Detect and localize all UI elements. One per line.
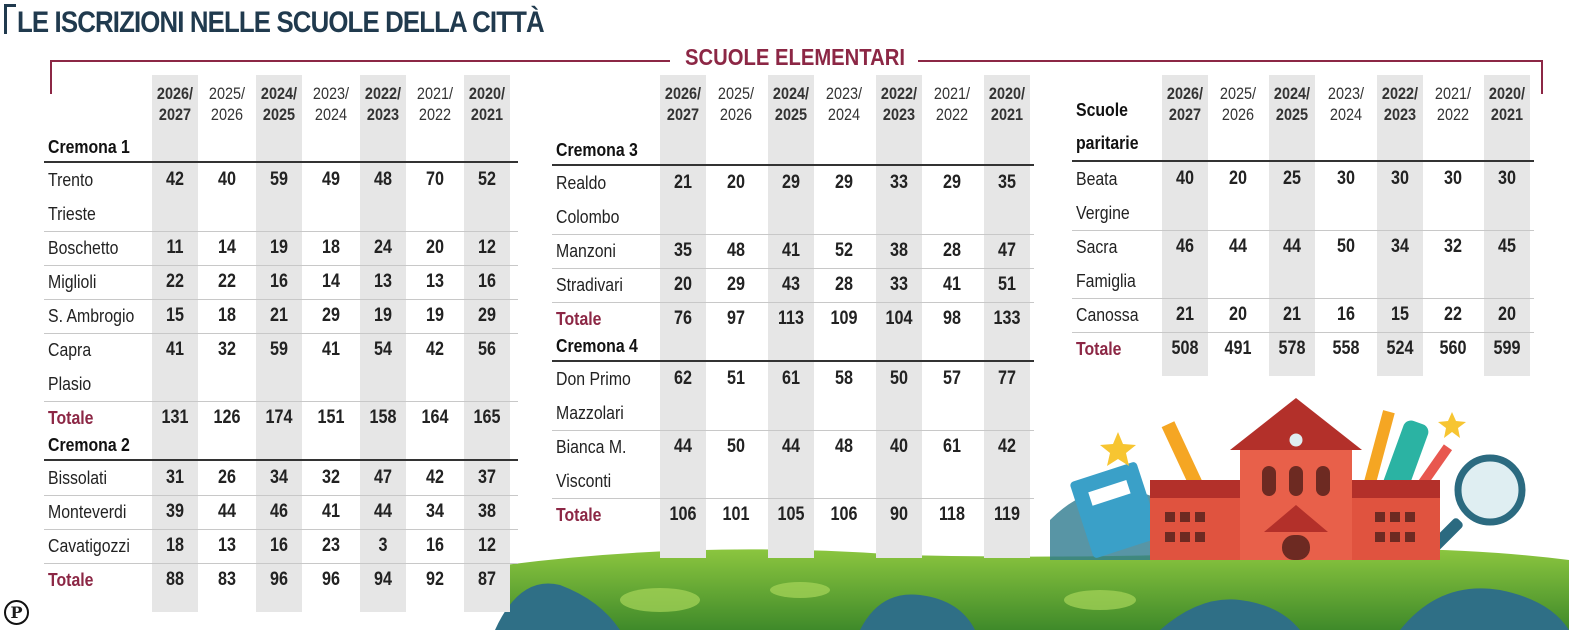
group-label: Cremona 1 (48, 137, 130, 157)
year-header (1215, 83, 1261, 125)
enrollment-value: 15 (1391, 304, 1409, 325)
year-header-line: 2023/ (1327, 84, 1365, 103)
school-name: Manzoni (556, 241, 616, 261)
school-name: Colombo (556, 207, 620, 227)
total-value: 133 (993, 308, 1021, 329)
enrollment-value: 41 (322, 501, 340, 522)
enrollment-value: 31 (166, 467, 184, 488)
enrollment-value: 32 (1444, 236, 1462, 257)
group-divider (44, 161, 518, 163)
group-divider (552, 164, 1034, 166)
group-divider (1072, 160, 1534, 162)
enrollment-value: 20 (1229, 304, 1247, 325)
year-header (660, 83, 706, 125)
group-label: Cremona 4 (556, 336, 638, 356)
year-header (821, 83, 867, 125)
enrollment-value: 42 (426, 339, 444, 360)
row-divider (552, 268, 1034, 269)
year-header-line: 2022 (418, 105, 452, 124)
total-value: 101 (722, 504, 750, 525)
enrollment-value: 20 (1229, 168, 1247, 189)
year-header (464, 83, 510, 125)
year-header (768, 83, 814, 125)
enrollment-value: 25 (1283, 168, 1301, 189)
total-value: 92 (426, 569, 444, 590)
year-header (1484, 83, 1530, 125)
year-header-line: 2024/ (1273, 84, 1311, 103)
enrollment-value: 49 (322, 169, 340, 190)
enrollment-value: 32 (218, 339, 236, 360)
enrollment-value: 30 (1444, 168, 1462, 189)
enrollment-value: 29 (943, 172, 961, 193)
year-header-line: 2025/ (1219, 84, 1257, 103)
year-header (308, 83, 354, 125)
enrollment-value: 35 (674, 240, 692, 261)
enrollment-value: 50 (1337, 236, 1355, 257)
publisher-logo: P (4, 600, 29, 625)
enrollment-value: 32 (322, 467, 340, 488)
enrollment-value: 13 (426, 271, 444, 292)
row-divider (44, 333, 518, 334)
enrollment-value: 19 (270, 237, 288, 258)
main-title: LE ISCRIZIONI NELLE SCUOLE DELLA CITTÀ (17, 6, 544, 39)
school-name: Bissolati (48, 468, 107, 488)
enrollment-value: 77 (998, 368, 1016, 389)
enrollment-value: 16 (1337, 304, 1355, 325)
year-header-line: 2021/ (933, 84, 971, 103)
enrollment-value: 33 (890, 274, 908, 295)
total-value: 106 (669, 504, 697, 525)
enrollment-value: 38 (478, 501, 496, 522)
enrollment-value: 14 (218, 237, 236, 258)
enrollment-value: 45 (1498, 236, 1516, 257)
year-header (984, 83, 1030, 125)
title-corner-mark (4, 4, 16, 34)
year-header-line: 2021 (1490, 105, 1524, 124)
year-header-line: 2024/ (772, 84, 810, 103)
school-name: Visconti (556, 471, 612, 491)
section-bracket-tick-left (50, 60, 52, 94)
school-name: Realdo (556, 173, 607, 193)
total-value: 174 (265, 407, 293, 428)
enrollment-value: 34 (1391, 236, 1409, 257)
enrollment-value: 18 (218, 305, 236, 326)
year-header (1269, 83, 1315, 125)
enrollment-value: 42 (998, 436, 1016, 457)
total-value: 165 (473, 407, 501, 428)
enrollment-value: 42 (426, 467, 444, 488)
total-label: Totale (556, 309, 602, 329)
year-header-line: 2026 (210, 105, 244, 124)
enrollment-value: 38 (890, 240, 908, 261)
group-label: Cremona 2 (48, 435, 130, 455)
year-header-line: 2025/ (717, 84, 755, 103)
total-value: 491 (1224, 338, 1252, 359)
year-header-line: 2025 (774, 105, 808, 124)
year-header-line: 2023 (1383, 105, 1417, 124)
enrollment-value: 12 (478, 237, 496, 258)
total-value: 126 (213, 407, 241, 428)
enrollment-value: 58 (835, 368, 853, 389)
enrollment-value: 24 (374, 237, 392, 258)
year-header-line: 2022/ (364, 84, 402, 103)
school-name: S. Ambrogio (48, 306, 135, 326)
row-divider (44, 265, 518, 266)
school-name: Monteverdi (48, 502, 127, 522)
school-name: Famiglia (1076, 271, 1136, 291)
enrollment-value: 19 (374, 305, 392, 326)
row-divider (1072, 332, 1534, 333)
year-header-line: 2023 (366, 105, 400, 124)
year-header (876, 83, 922, 125)
year-header-line: 2026/ (664, 84, 702, 103)
enrollment-value: 51 (727, 368, 745, 389)
total-value: 106 (830, 504, 858, 525)
row-divider (1072, 298, 1534, 299)
enrollment-value: 34 (426, 501, 444, 522)
year-header (1323, 83, 1369, 125)
enrollment-value: 33 (890, 172, 908, 193)
enrollment-value: 70 (426, 169, 444, 190)
row-divider (1072, 230, 1534, 231)
year-header-line: 2025/ (208, 84, 246, 103)
enrollment-value: 44 (1283, 236, 1301, 257)
total-value: 76 (674, 308, 692, 329)
enrollment-value: 41 (166, 339, 184, 360)
year-header-line: 2020/ (1488, 84, 1526, 103)
year-header-line: 2025 (262, 105, 296, 124)
enrollment-value: 30 (1391, 168, 1409, 189)
total-value: 599 (1493, 338, 1521, 359)
enrollment-value: 18 (322, 237, 340, 258)
total-value: 131 (161, 407, 189, 428)
year-header-line: 2021/ (1434, 84, 1472, 103)
enrollment-value: 20 (1498, 304, 1516, 325)
enrollment-value: 20 (727, 172, 745, 193)
enrollment-value: 50 (727, 436, 745, 457)
enrollment-value: 52 (835, 240, 853, 261)
total-value: 104 (885, 308, 913, 329)
enrollment-value: 39 (166, 501, 184, 522)
total-label: Totale (48, 570, 94, 590)
total-value: 578 (1278, 338, 1306, 359)
enrollment-value: 13 (218, 535, 236, 556)
enrollment-value: 37 (478, 467, 496, 488)
row-divider (552, 302, 1034, 303)
enrollment-value: 40 (1176, 168, 1194, 189)
enrollment-value: 16 (270, 271, 288, 292)
enrollment-value: 47 (998, 240, 1016, 261)
enrollment-value: 57 (943, 368, 961, 389)
total-value: 558 (1332, 338, 1360, 359)
year-header (204, 83, 250, 125)
enrollment-value: 29 (782, 172, 800, 193)
enrollment-value: 59 (270, 339, 288, 360)
enrollment-value: 30 (1337, 168, 1355, 189)
enrollment-value: 50 (890, 368, 908, 389)
enrollment-value: 21 (1283, 304, 1301, 325)
total-value: 87 (478, 569, 496, 590)
school-name: Canossa (1076, 305, 1139, 325)
enrollment-value: 46 (270, 501, 288, 522)
year-header-line: 2026/ (1166, 84, 1204, 103)
total-value: 113 (777, 308, 805, 329)
enrollment-value: 48 (727, 240, 745, 261)
enrollment-value: 13 (374, 271, 392, 292)
enrollment-value: 52 (478, 169, 496, 190)
total-label: Totale (556, 505, 602, 525)
enrollment-value: 21 (674, 172, 692, 193)
total-value: 105 (777, 504, 805, 525)
enrollment-value: 22 (218, 271, 236, 292)
school-name: Beata (1076, 169, 1118, 189)
total-value: 524 (1386, 338, 1414, 359)
section-bracket-left (50, 60, 670, 62)
year-header-line: 2027 (666, 105, 700, 124)
enrollment-value: 19 (426, 305, 444, 326)
enrollment-value: 30 (1498, 168, 1516, 189)
enrollment-value: 16 (478, 271, 496, 292)
school-name: Cavatigozzi (48, 536, 130, 556)
enrollment-value: 40 (890, 436, 908, 457)
enrollment-value: 41 (782, 240, 800, 261)
year-header-line: 2022 (1436, 105, 1470, 124)
group-label: Cremona 3 (556, 140, 638, 160)
paritarie-label-line-2: paritarie (1076, 133, 1139, 153)
row-divider (44, 563, 518, 564)
enrollment-value: 22 (1444, 304, 1462, 325)
total-value: 96 (322, 569, 340, 590)
school-name: Bianca M. (556, 437, 627, 457)
year-header (152, 83, 198, 125)
enrollment-value: 11 (166, 237, 184, 258)
year-header-line: 2024/ (260, 84, 298, 103)
enrollment-value: 28 (943, 240, 961, 261)
enrollment-value: 16 (270, 535, 288, 556)
total-value: 88 (166, 569, 184, 590)
year-header-line: 2024 (1329, 105, 1363, 124)
enrollment-value: 44 (782, 436, 800, 457)
total-value: 119 (993, 504, 1021, 525)
year-header (412, 83, 458, 125)
total-value: 151 (317, 407, 345, 428)
enrollment-value: 41 (943, 274, 961, 295)
school-name: Plasio (48, 374, 92, 394)
enrollment-value: 41 (322, 339, 340, 360)
year-header-line: 2025 (1275, 105, 1309, 124)
total-value: 560 (1439, 338, 1467, 359)
school-name: Sacra (1076, 237, 1118, 257)
enrollment-value: 16 (426, 535, 444, 556)
school-name: Trieste (48, 204, 96, 224)
year-header-line: 2027 (1168, 105, 1202, 124)
year-header (929, 83, 975, 125)
total-value: 96 (270, 569, 288, 590)
section-title: SCUOLE ELEMENTARI (685, 44, 906, 70)
year-header-line: 2020/ (468, 84, 506, 103)
enrollment-value: 14 (322, 271, 340, 292)
enrollment-value: 44 (674, 436, 692, 457)
year-header-line: 2024 (314, 105, 348, 124)
enrollment-value: 48 (835, 436, 853, 457)
school-name: Capra (48, 340, 92, 360)
enrollment-value: 61 (943, 436, 961, 457)
school-name: Boschetto (48, 238, 119, 258)
section-bracket-tick-right (1541, 60, 1543, 94)
total-value: 508 (1171, 338, 1199, 359)
enrollment-value: 43 (782, 274, 800, 295)
enrollment-value: 15 (166, 305, 184, 326)
year-header-line: 2023/ (312, 84, 350, 103)
enrollment-value: 51 (998, 274, 1016, 295)
enrollment-value: 29 (478, 305, 496, 326)
enrollment-value: 44 (1229, 236, 1247, 257)
enrollment-value: 46 (1176, 236, 1194, 257)
enrollment-value: 29 (835, 172, 853, 193)
row-divider (552, 498, 1034, 499)
school-name: Miglioli (48, 272, 97, 292)
total-value: 94 (374, 569, 392, 590)
enrollment-value: 20 (674, 274, 692, 295)
enrollment-value: 20 (426, 237, 444, 258)
enrollment-value: 21 (270, 305, 288, 326)
year-header (256, 83, 302, 125)
enrollment-value: 40 (218, 169, 236, 190)
year-header (1377, 83, 1423, 125)
year-header (1162, 83, 1208, 125)
enrollment-value: 23 (322, 535, 340, 556)
enrollment-value: 28 (835, 274, 853, 295)
enrollment-value: 62 (674, 368, 692, 389)
total-value: 98 (943, 308, 961, 329)
total-value: 158 (369, 407, 397, 428)
enrollment-value: 18 (166, 535, 184, 556)
enrollment-value: 26 (218, 467, 236, 488)
enrollment-value: 21 (1176, 304, 1194, 325)
year-header-line: 2022 (935, 105, 969, 124)
total-value: 164 (421, 407, 449, 428)
total-value: 109 (830, 308, 858, 329)
enrollment-value: 47 (374, 467, 392, 488)
school-name: Trento (48, 170, 94, 190)
row-divider (44, 401, 518, 402)
enrollment-value: 48 (374, 169, 392, 190)
total-label: Totale (48, 408, 94, 428)
school-name: Vergine (1076, 203, 1130, 223)
school-name: Stradivari (556, 275, 623, 295)
row-divider (552, 234, 1034, 235)
year-header-line: 2027 (158, 105, 192, 124)
year-header-line: 2021/ (416, 84, 454, 103)
year-header (1430, 83, 1476, 125)
enrollment-value: 42 (166, 169, 184, 190)
group-divider (44, 459, 518, 461)
enrollment-value: 34 (270, 467, 288, 488)
paritarie-label-line-1: Scuole (1076, 100, 1128, 120)
enrollment-value: 61 (782, 368, 800, 389)
year-header-line: 2023/ (825, 84, 863, 103)
enrollment-value: 44 (218, 501, 236, 522)
year-header-line: 2021 (470, 105, 504, 124)
enrollment-value: 29 (727, 274, 745, 295)
enrollment-value: 22 (166, 271, 184, 292)
year-header-line: 2026 (1221, 105, 1255, 124)
enrollment-value: 44 (374, 501, 392, 522)
total-value: 118 (938, 504, 966, 525)
total-value: 97 (727, 308, 745, 329)
year-header (713, 83, 759, 125)
enrollment-value: 35 (998, 172, 1016, 193)
school-name: Mazzolari (556, 403, 624, 423)
enrollment-value: 29 (322, 305, 340, 326)
section-bracket-right (918, 60, 1543, 62)
year-header-line: 2026/ (156, 84, 194, 103)
year-header-line: 2022/ (880, 84, 918, 103)
total-value: 83 (218, 569, 236, 590)
year-header-line: 2020/ (988, 84, 1026, 103)
enrollment-value: 3 (378, 535, 388, 556)
year-header-line: 2024 (827, 105, 861, 124)
total-value: 90 (890, 504, 908, 525)
year-header-line: 2023 (882, 105, 916, 124)
year-header-line: 2021 (990, 105, 1024, 124)
enrollment-value: 12 (478, 535, 496, 556)
enrollment-value: 54 (374, 339, 392, 360)
year-header-line: 2026 (719, 105, 753, 124)
year-header (360, 83, 406, 125)
year-header-line: 2022/ (1381, 84, 1419, 103)
total-label: Totale (1076, 339, 1122, 359)
enrollment-value: 56 (478, 339, 496, 360)
school-name: Don Primo (556, 369, 631, 389)
enrollment-value: 59 (270, 169, 288, 190)
